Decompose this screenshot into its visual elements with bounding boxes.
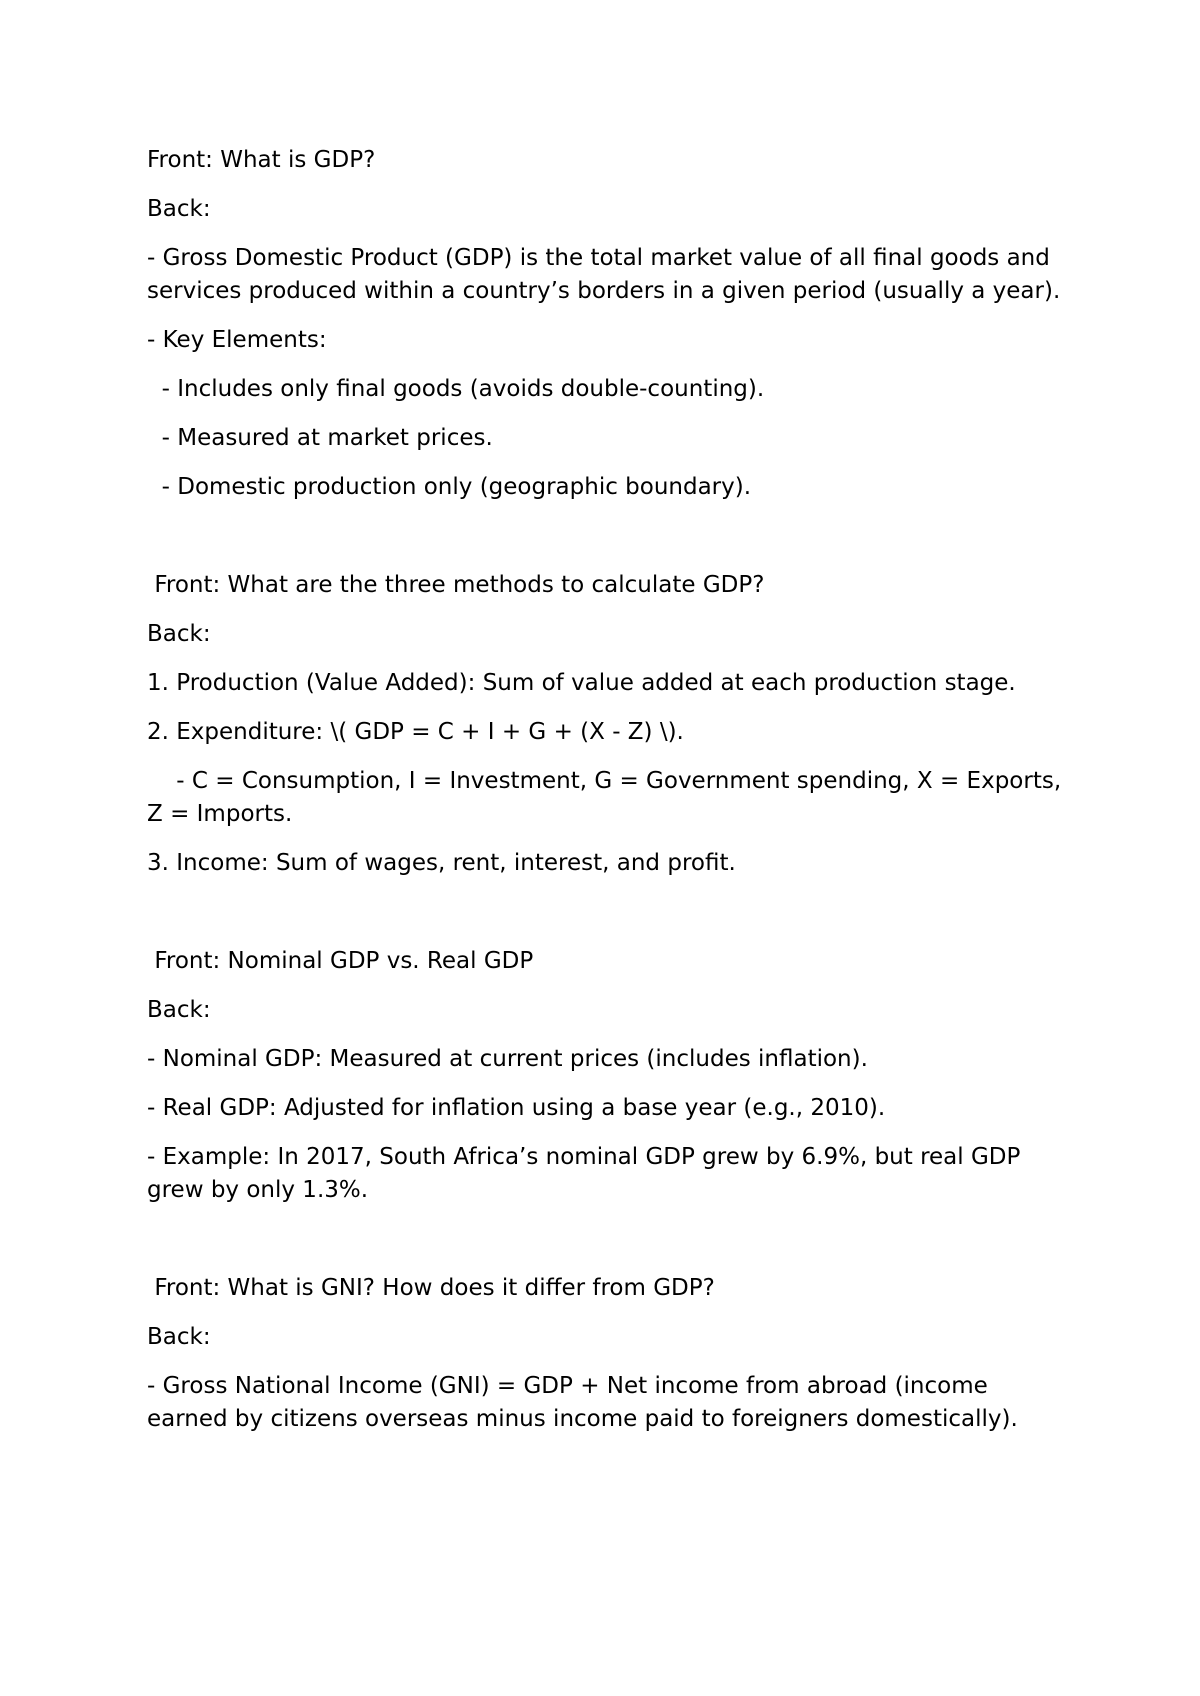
- card-back-label: Back:: [147, 621, 211, 647]
- card-back-line: - Gross Domestic Product (GDP) is the total market value of all final goods and services produced within a country’s borders in a given period (usually a year).: [147, 245, 1061, 304]
- card-back-line: - Real GDP: Adjusted for inflation using a base year (e.g., 2010).: [147, 1095, 886, 1121]
- card-back-label: Back:: [147, 196, 211, 222]
- card-spacer: [147, 1223, 1067, 1272]
- card-back-line: - Includes only final goods (avoids double-counting).: [147, 376, 765, 402]
- card-back-label: Back:: [147, 1324, 211, 1350]
- flashcard: [147, 144, 1067, 504]
- flashcard: [147, 1272, 1067, 1436]
- card-back-line: - C = Consumption, I = Investment, G = Government spending, X = Exports, Z = Imports.: [147, 768, 1069, 827]
- card-back-line: - Domestic production only (geographic boundary).: [147, 474, 752, 500]
- card-back-label: Back:: [147, 997, 211, 1023]
- card-back-line: - Gross National Income (GNI) = GDP + Net income from abroad (income earned by citizens overseas minus income paid to foreigners domestically).: [147, 1373, 1018, 1432]
- card-front: Front: What are the three methods to calculate GDP?: [147, 572, 765, 598]
- card-front: Front: What is GDP?: [147, 147, 376, 173]
- document-body: [147, 144, 1067, 1452]
- flashcard: [147, 945, 1067, 1207]
- card-front: Front: Nominal GDP vs. Real GDP: [147, 948, 534, 974]
- card-back-line: - Nominal GDP: Measured at current prices (includes inflation).: [147, 1046, 868, 1072]
- card-back-line: 3. Income: Sum of wages, rent, interest, and profit.: [147, 850, 736, 876]
- flashcard: [147, 569, 1067, 880]
- card-back-line: 2. Expenditure: \( GDP = C + I + G + (X - Z) \).: [147, 719, 684, 745]
- card-front: Front: What is GNI? How does it differ from GDP?: [147, 1275, 715, 1301]
- card-back-line: 1. Production (Value Added): Sum of value added at each production stage.: [147, 670, 1016, 696]
- card-spacer: [147, 896, 1067, 945]
- card-back-line: - Example: In 2017, South Africa’s nominal GDP grew by 6.9%, but real GDP grew by only 1.3%.: [147, 1144, 1028, 1203]
- card-spacer: [147, 520, 1067, 569]
- card-back-line: - Key Elements:: [147, 327, 327, 353]
- card-back-line: - Measured at market prices.: [147, 425, 493, 451]
